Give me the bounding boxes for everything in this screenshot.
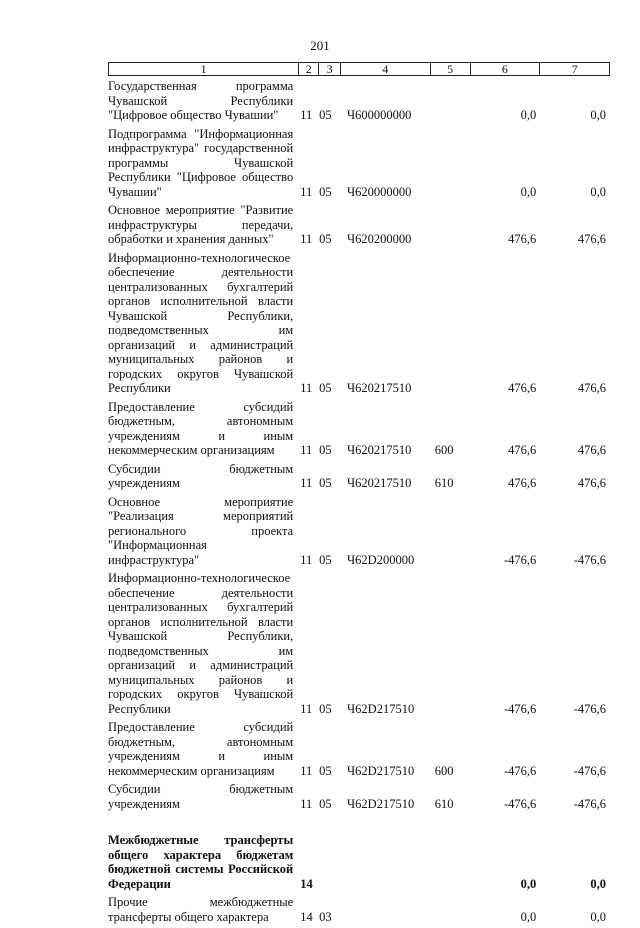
row-expense-type: 600 (434, 443, 454, 457)
row-section: 11 (300, 552, 313, 567)
row-subsection: 05 (319, 796, 332, 811)
row-section: 11 (300, 701, 313, 716)
row-subsection: 05 (319, 443, 332, 457)
row-section: 11 (300, 108, 313, 122)
row-target-code: Ч62D200000 (347, 552, 415, 567)
row-section: 11 (300, 763, 313, 778)
table-row (108, 79, 610, 123)
row-expense-type: 610 (434, 476, 454, 490)
row-expense-type: 600 (434, 763, 454, 778)
row-name: Предоставление субсидий бюджетным, автономным учреждениям и иным некоммерческим организациям (108, 720, 294, 778)
row-section: 14 (300, 909, 313, 924)
table-row (108, 782, 610, 811)
row-amount-2022: 476,6 (577, 232, 606, 246)
header-col-7: 7 (539, 63, 609, 75)
header-col-3: 3 (318, 63, 340, 75)
row-name: Субсидии бюджетным учреждениям (108, 782, 294, 811)
row-name: Прочие межбюджетные трансферты общего характера (108, 895, 294, 924)
table-row (108, 203, 610, 247)
table-header (108, 62, 610, 76)
row-amount-2022: 476,6 (577, 381, 606, 395)
header-col-5: 5 (430, 63, 470, 75)
table-row (108, 462, 610, 491)
row-amount-2021: 476,6 (508, 232, 537, 246)
header-col-2: 2 (298, 63, 318, 75)
row-amount-2021: 0,0 (520, 876, 537, 891)
table-row (108, 400, 610, 458)
row-amount-2021: -476,6 (503, 552, 537, 567)
row-target-code: Ч62D217510 (347, 796, 415, 811)
row-name: Основное мероприятие "Развитие инфраструктуры передачи, обработки и хранения данных" (108, 203, 294, 246)
row-amount-2022: 0,0 (590, 876, 606, 891)
row-subsection: 05 (319, 701, 332, 716)
row-name: Подпрограмма "Информационная инфраструктура" государственной программы Чувашской Республики "Цифровое общество Чувашии" (108, 126, 294, 199)
row-name: Информационно-технологическое обеспечение деятельности централизованных бухгалтерий органов исполнительной власти Чувашской Республики, подведомственных им организаций и администраций муниципальных районов и городских округов Чувашской Республики (108, 250, 294, 395)
table-row (108, 720, 610, 778)
row-section: 11 (300, 232, 313, 246)
table-row (108, 833, 610, 891)
row-subsection: 05 (319, 763, 332, 778)
row-amount-2021: -476,6 (503, 763, 537, 778)
row-expense-type: 610 (434, 796, 454, 811)
row-amount-2022: 476,6 (577, 443, 606, 457)
row-amount-2021: -476,6 (503, 701, 537, 716)
row-amount-2022: 0,0 (590, 184, 606, 199)
row-amount-2021: 0,0 (520, 184, 537, 199)
row-subsection: 05 (319, 552, 332, 567)
row-subsection: 05 (319, 232, 332, 246)
row-target-code: Ч620217510 (347, 443, 412, 457)
row-target-code: Ч620000000 (347, 184, 412, 199)
table-row (108, 895, 610, 924)
row-target-code: Ч620200000 (347, 232, 412, 246)
row-target-code: Ч600000000 (347, 108, 412, 122)
row-name: Государственная программа Чувашской Республики "Цифровое общество Чувашии" (108, 79, 294, 122)
row-amount-2021: 476,6 (508, 476, 537, 490)
row-section: 11 (300, 443, 313, 457)
row-subsection: 05 (319, 108, 332, 122)
row-amount-2021: 476,6 (508, 381, 537, 395)
page-number: 201 (310, 38, 330, 53)
row-name: Предоставление субсидий бюджетным, автономным учреждениям и иным некоммерческим организациям (108, 399, 294, 457)
row-subsection: 05 (319, 184, 332, 199)
header-col-6: 6 (470, 63, 540, 75)
row-amount-2022: 0,0 (590, 909, 606, 924)
row-target-code: Ч620217510 (347, 476, 412, 490)
row-target-code: Ч62D217510 (347, 763, 415, 778)
row-subsection: 05 (319, 476, 332, 490)
row-target-code: Ч620217510 (347, 381, 412, 395)
row-name: Межбюджетные трансферты общего характера бюджетам бюджетной системы Российской Федерации (108, 833, 294, 891)
row-name: Субсидии бюджетным учреждениям (108, 461, 294, 490)
table-body (108, 79, 610, 928)
table-row (108, 127, 610, 200)
row-section: 14 (300, 876, 313, 891)
table-row (108, 251, 610, 396)
row-amount-2022: -476,6 (573, 796, 606, 811)
row-subsection: 03 (319, 909, 332, 924)
row-amount-2022: -476,6 (573, 763, 606, 778)
header-col-1: 1 (200, 62, 207, 76)
row-section: 11 (300, 476, 313, 490)
table-row (108, 495, 610, 568)
row-amount-2021: 0,0 (520, 108, 537, 122)
row-section: 11 (300, 796, 313, 811)
row-section: 11 (300, 381, 313, 395)
row-amount-2021: 0,0 (520, 909, 537, 924)
header-col-4: 4 (340, 63, 430, 75)
row-amount-2022: -476,6 (573, 552, 606, 567)
row-name: Основное мероприятие "Реализация мероприятий регионального проекта "Информационная инфраструктура" (108, 494, 294, 567)
row-section: 11 (300, 184, 313, 199)
row-amount-2021: 476,6 (508, 443, 537, 457)
row-subsection: 05 (319, 381, 332, 395)
row-amount-2022: -476,6 (573, 701, 606, 716)
row-amount-2022: 0,0 (590, 108, 606, 122)
table-row (108, 571, 610, 716)
row-name: Информационно-технологическое обеспечение деятельности централизованных бухгалтерий органов исполнительной власти Чувашской Республики, подведомственных им организаций и администраций муниципальных районов и городских округов Чувашской Республики (108, 571, 294, 716)
row-amount-2022: 476,6 (577, 476, 606, 490)
row-target-code: Ч62D217510 (347, 701, 415, 716)
row-amount-2021: -476,6 (503, 796, 537, 811)
